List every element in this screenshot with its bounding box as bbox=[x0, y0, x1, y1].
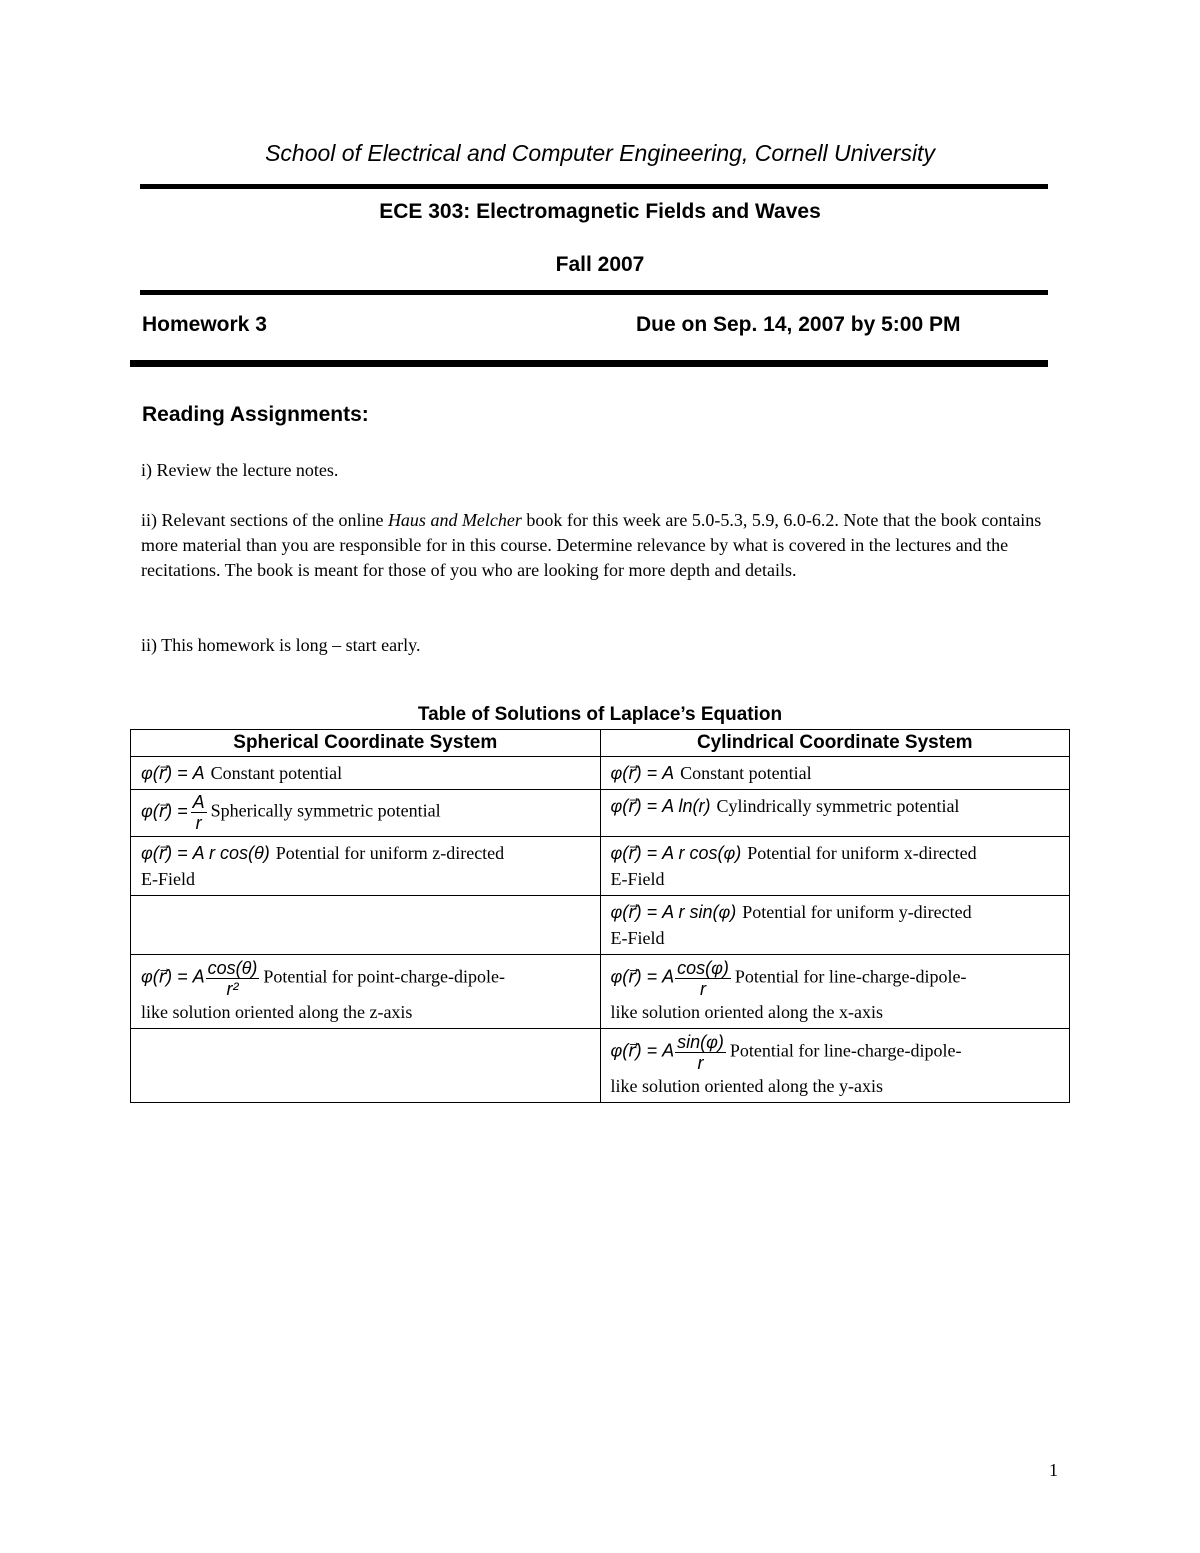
table-row bbox=[131, 757, 1070, 790]
fraction-denominator: r bbox=[195, 813, 202, 833]
cell-description: Constant potential bbox=[680, 763, 812, 783]
spherical-cell bbox=[131, 955, 601, 1029]
equation: φ(r⃗) = A bbox=[141, 763, 205, 783]
fraction bbox=[191, 792, 207, 833]
header-rule-middle bbox=[140, 290, 1048, 295]
cylindrical-cell bbox=[600, 757, 1070, 790]
equation: φ(r⃗) = A bbox=[141, 966, 205, 987]
fraction-denominator: r bbox=[700, 979, 707, 999]
reading-assignments-heading: Reading Assignments: bbox=[142, 403, 369, 426]
cell-description: Potential for point-charge-dipole- bbox=[263, 966, 506, 987]
fraction bbox=[675, 1032, 726, 1073]
homework-number: Homework 3 bbox=[142, 313, 267, 336]
due-date: Due on Sep. 14, 2007 by 5:00 PM bbox=[636, 313, 961, 336]
table-header-row bbox=[131, 730, 1070, 757]
reading-item-3: ii) This homework is long – start early. bbox=[141, 635, 421, 655]
fraction-denominator: r² bbox=[226, 979, 239, 999]
header-rule-bottom bbox=[130, 360, 1048, 367]
equation: φ(r⃗) = A bbox=[610, 966, 675, 987]
fraction bbox=[675, 958, 731, 999]
cylindrical-cell bbox=[600, 955, 1070, 1029]
page-number: 1 bbox=[1049, 1460, 1058, 1480]
course-title: ECE 303: Electromagnetic Fields and Waves bbox=[379, 200, 821, 223]
table-row bbox=[131, 955, 1070, 1029]
book-title: Haus and Melcher bbox=[387, 510, 522, 530]
cell-description-continued: E-Field bbox=[610, 869, 665, 889]
cylindrical-cell bbox=[600, 896, 1070, 955]
fraction bbox=[206, 958, 260, 999]
equation: φ(r⃗) = A bbox=[610, 1040, 675, 1061]
cylindrical-cell bbox=[600, 1029, 1070, 1103]
cell-description-continued: like solution oriented along the y-axis bbox=[610, 1076, 883, 1096]
cell-description: Potential for line-charge-dipole- bbox=[734, 966, 967, 987]
cylindrical-cell bbox=[600, 837, 1070, 896]
reading-item-2 bbox=[141, 508, 1066, 583]
cell-description: Cylindrically symmetric potential bbox=[716, 796, 960, 816]
equation: φ(r⃗) = A ln(r) bbox=[610, 796, 711, 816]
table-row bbox=[131, 837, 1070, 896]
cell-description-continued: like solution oriented along the x-axis bbox=[610, 1002, 883, 1022]
reading-item-2-text-after: book for this week are 5.0-5.3, 5.9, 6.0-6.2. Note that the book contains more material than you are responsible for in this course. Determine relevance by what is covered in the lectures and the recitations. The book is meant for those of you who are looking for more depth and details. bbox=[141, 510, 1042, 580]
table-row bbox=[131, 1029, 1070, 1103]
cell-description: Potential for uniform z-directed bbox=[275, 843, 505, 863]
cell-description: Constant potential bbox=[210, 763, 343, 783]
spherical-cell-empty bbox=[131, 1029, 601, 1103]
equation: φ(r⃗) = A bbox=[610, 763, 675, 783]
term: Fall 2007 bbox=[555, 253, 645, 276]
school-name: School of Electrical and Computer Engineering, Cornell University bbox=[265, 140, 935, 166]
cell-description: Spherically symmetric potential bbox=[210, 800, 441, 821]
cell-description: Potential for uniform x-directed bbox=[747, 843, 977, 863]
table-row bbox=[131, 790, 1070, 837]
equation: φ(r⃗) = bbox=[141, 800, 188, 821]
fraction-denominator: r bbox=[697, 1053, 704, 1073]
spherical-cell bbox=[131, 837, 601, 896]
cell-description-continued: like solution oriented along the z-axis bbox=[141, 1002, 413, 1022]
header-rule-top bbox=[140, 184, 1048, 189]
spherical-cell bbox=[131, 757, 601, 790]
fraction-numerator: cos(θ) bbox=[207, 958, 258, 978]
equation: φ(r⃗) = A r cos(φ) bbox=[610, 843, 742, 863]
fraction-numerator: A bbox=[192, 792, 205, 812]
cell-description-continued: E-Field bbox=[610, 928, 665, 948]
cylindrical-cell bbox=[600, 790, 1070, 837]
cell-description: Potential for line-charge-dipole- bbox=[729, 1040, 962, 1061]
spherical-cell-empty bbox=[131, 896, 601, 955]
laplace-solutions-table bbox=[130, 729, 1070, 1103]
fraction-numerator: cos(φ) bbox=[677, 958, 729, 978]
cell-description-continued: E-Field bbox=[141, 869, 195, 889]
column-header-spherical: Spherical Coordinate System bbox=[131, 730, 601, 757]
table-row bbox=[131, 896, 1070, 955]
reading-item-2-text-before: ii) Relevant sections of the online bbox=[141, 510, 388, 530]
spherical-cell bbox=[131, 790, 601, 837]
fraction-numerator: sin(φ) bbox=[677, 1032, 724, 1052]
table-title: Table of Solutions of Laplace’s Equation bbox=[417, 704, 783, 725]
column-header-cylindrical: Cylindrical Coordinate System bbox=[600, 730, 1070, 757]
equation: φ(r⃗) = A r cos(θ) bbox=[141, 843, 270, 863]
equation: φ(r⃗) = A r sin(φ) bbox=[610, 902, 737, 922]
cell-description: Potential for uniform y-directed bbox=[742, 902, 972, 922]
reading-item-1: i) Review the lecture notes. bbox=[141, 460, 339, 480]
